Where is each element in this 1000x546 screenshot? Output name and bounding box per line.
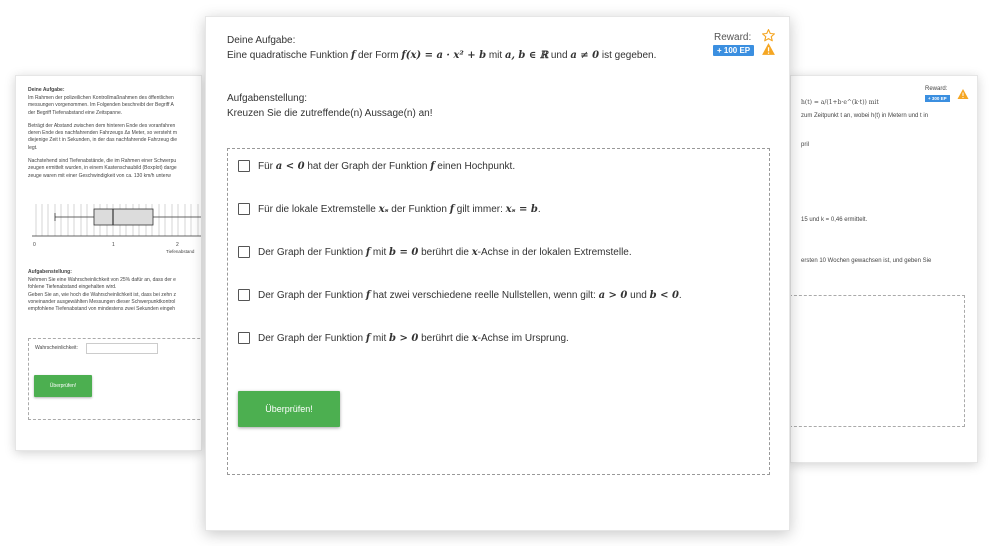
right-text-line: ersten 10 Wochen gewachsen ist, und geben Sie bbox=[801, 258, 932, 264]
option-checkbox[interactable] bbox=[238, 332, 250, 344]
warning-icon[interactable] bbox=[761, 42, 776, 56]
option-text-part: Der Graph der Funktion bbox=[258, 247, 366, 258]
math-expr: b < 0 bbox=[649, 290, 679, 301]
probability-label: Wahrscheinlichkeit: bbox=[35, 345, 78, 351]
option-text-part: Der Graph der Funktion bbox=[258, 333, 366, 344]
option-text-part: Für die lokale Extremstelle bbox=[258, 204, 379, 215]
option-text-part: der Funktion bbox=[388, 204, 450, 215]
left-task-text bbox=[28, 277, 176, 313]
intro-text: Eine quadratische Funktion bbox=[227, 50, 351, 61]
left-text-line: der Begriff Tiefenabstand eine Zeitspanne. bbox=[28, 109, 123, 116]
left-background-task-card bbox=[15, 75, 202, 451]
option-text-part: berührt die bbox=[418, 247, 472, 258]
left-text-line: deren Ende des nachfahrenden Fahrzeugs Δs Meter, so versteht m bbox=[28, 130, 177, 137]
math-expr: a < 0 bbox=[275, 161, 305, 172]
task-subheading: Aufgabenstellung: bbox=[227, 93, 308, 104]
intro-text: mit bbox=[486, 50, 505, 61]
check-button[interactable]: Überprüfen! bbox=[238, 391, 340, 427]
axis-tick-label: 2 bbox=[176, 242, 179, 248]
left-text-line: diejenige Zeit t in Sekunden, in der das nachfahrende Fahrzeug die bbox=[28, 137, 177, 144]
math-expr: a ≠ 0 bbox=[570, 50, 600, 61]
math-expr: b > 0 bbox=[389, 333, 419, 344]
left-text-line: zeuge waren mit einer Geschwindigkeit von ca. 130 km/h unterw bbox=[28, 172, 171, 179]
intro-text: und bbox=[548, 50, 571, 61]
option-text-part: -Achse im Ursprung. bbox=[477, 333, 569, 344]
option-text bbox=[258, 333, 569, 344]
option-text bbox=[258, 204, 541, 215]
right-answer-box bbox=[790, 295, 965, 427]
task-intro bbox=[227, 50, 656, 61]
option-checkbox[interactable] bbox=[238, 246, 250, 258]
math-expr: xₛ = b bbox=[505, 204, 538, 215]
option-text-part: . bbox=[537, 204, 541, 215]
math-expr: x bbox=[471, 247, 478, 258]
math-expr: a, b ∈ ℝ bbox=[504, 50, 549, 61]
right-text-line: 15 und k = 0,46 ermittelt. bbox=[801, 217, 868, 223]
left-task-heading: Aufgabenstellung: bbox=[28, 269, 72, 275]
right-background-task-card bbox=[790, 75, 978, 463]
left-text-line: Im Rahmen der polizeilichen Kontrollmaßnahmen des öffentlichen bbox=[28, 95, 174, 101]
option-checkbox[interactable] bbox=[238, 160, 250, 172]
option-text-part: mit bbox=[370, 333, 390, 344]
math-expr: f(x) = a · x² + b bbox=[401, 50, 487, 61]
star-outline-icon[interactable] bbox=[761, 28, 776, 43]
option-text-part: hat zwei verschiedene reelle Nullstellen, wenn gilt: bbox=[370, 290, 599, 301]
main-task-card bbox=[205, 16, 790, 531]
option-text-part: mit bbox=[370, 247, 390, 258]
option-checkbox[interactable] bbox=[238, 289, 250, 301]
left-text-line: legt. bbox=[28, 144, 38, 151]
option-text-part: hat der Graph der Funktion bbox=[304, 161, 431, 172]
probability-input[interactable] bbox=[86, 343, 158, 354]
axis-label: Tiefenabstand bbox=[166, 249, 195, 254]
left-text-line: Beträgt der Abstand zwischen dem hinteren Ende des voranfahren bbox=[28, 122, 176, 129]
math-expr: f bbox=[365, 333, 371, 344]
option-checkbox[interactable] bbox=[238, 203, 250, 215]
task-instruction: Kreuzen Sie die zutreffende(n) Aussage(n) an! bbox=[227, 108, 433, 119]
right-reward-badge: + 300 EP bbox=[925, 95, 950, 102]
answer-options-box bbox=[227, 148, 770, 475]
left-text-line: zeugen ermittelt wurden, in einem Kastenschaubild (Boxplot) darge bbox=[28, 165, 177, 172]
left-heading: Deine Aufgabe: bbox=[28, 87, 65, 93]
warning-icon[interactable] bbox=[957, 88, 969, 100]
option-text-part: Der Graph der Funktion bbox=[258, 290, 366, 301]
boxplot-figure bbox=[26, 200, 202, 260]
task-heading: Deine Aufgabe: bbox=[227, 35, 296, 46]
option-text-part: einen Hochpunkt. bbox=[434, 161, 516, 172]
left-description bbox=[28, 95, 177, 180]
math-expr: f bbox=[430, 161, 435, 172]
reward-label: Reward: bbox=[714, 32, 752, 43]
axis-tick-label: 1 bbox=[112, 242, 115, 248]
math-expr: x bbox=[471, 333, 478, 344]
option-text-part: und bbox=[627, 290, 650, 301]
left-task-line: Nehmen Sie eine Wahrscheinlichkeit von 25% dafür an, dass der e bbox=[28, 277, 176, 283]
boxplot bbox=[55, 209, 202, 225]
left-text-line: Nachstehend sind Tiefenabstände, die im Rahmen einer Schwerpu bbox=[28, 158, 177, 165]
left-task-line: Geben Sie an, wie hoch die Wahrscheinlichkeit ist, dass bei zehn z bbox=[28, 291, 176, 298]
math-expr: b = 0 bbox=[389, 247, 419, 258]
option-text-part: berührt die bbox=[418, 333, 472, 344]
left-check-button[interactable]: Überprüfen! bbox=[34, 375, 92, 397]
math-expr: f bbox=[365, 247, 371, 258]
intro-text: ist gegeben. bbox=[599, 50, 657, 61]
math-expr: xₛ bbox=[378, 204, 389, 215]
option-text bbox=[258, 247, 632, 258]
math-expr: f bbox=[449, 204, 454, 215]
left-task-line: voneinander ausgewählten Messungen dieser Schwerpunktkontrol bbox=[28, 298, 176, 305]
right-formula: h(t) = a/(1+b·e^(k·t)) mit bbox=[801, 99, 879, 106]
math-expr: f bbox=[350, 50, 356, 61]
left-task-line: fohlene Tiefenabstand eingehalten wird. bbox=[28, 284, 117, 291]
option-text-part: Für bbox=[258, 161, 276, 172]
right-text-line: zum Zeitpunkt t an, wobei h(t) in Metern und t in bbox=[801, 113, 929, 119]
option-text-part: . bbox=[678, 290, 682, 301]
option-text bbox=[258, 290, 682, 301]
reward-badge: + 100 EP bbox=[713, 45, 754, 56]
math-expr: a > 0 bbox=[598, 290, 628, 301]
intro-text: der Form bbox=[355, 50, 402, 61]
option-text-part: gilt immer: bbox=[454, 204, 506, 215]
left-task-line: empfohlene Tiefenabstand von mindestens zwei Sekunden eingeh bbox=[28, 306, 176, 313]
left-answer-box bbox=[28, 338, 202, 420]
left-text-line: messungen vorgenommen. Im Folgenden beschreibt der Begriff A bbox=[28, 102, 174, 109]
axis-tick-label: 0 bbox=[33, 242, 36, 248]
math-expr: f bbox=[365, 290, 371, 301]
option-text-part: -Achse in der lokalen Extremstelle. bbox=[477, 247, 632, 258]
right-text-line: pril bbox=[801, 142, 810, 148]
option-text bbox=[258, 161, 515, 172]
right-reward-label: Reward: bbox=[925, 86, 948, 92]
